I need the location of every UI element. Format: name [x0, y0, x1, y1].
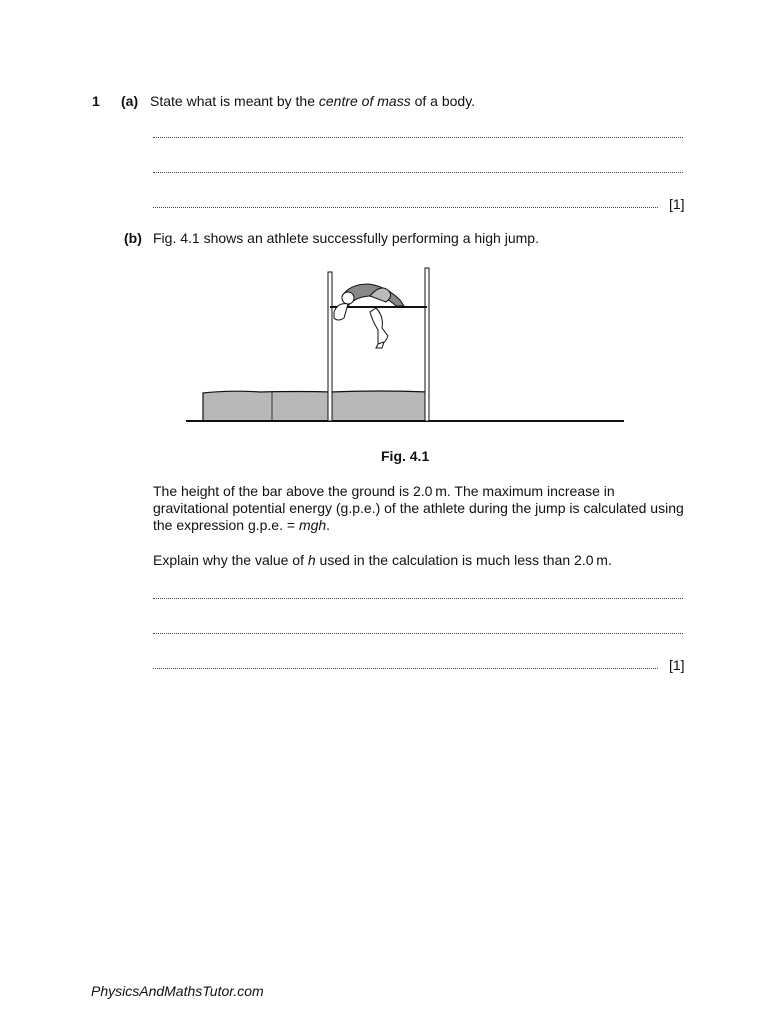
answer-line-b3[interactable] — [153, 667, 658, 669]
right-post — [425, 268, 429, 421]
part-b-marks: [1] — [669, 657, 685, 673]
part-a-text-after: of a body. — [410, 93, 476, 109]
part-a-label: (a) — [121, 93, 139, 109]
bar-height-paragraph — [153, 483, 693, 534]
athlete-icon — [334, 284, 404, 348]
landing-mat — [203, 391, 428, 421]
paragraph-2-end: used in the calculation is much less than 2.0 m. — [315, 552, 612, 568]
left-post — [328, 272, 332, 421]
explain-paragraph — [153, 552, 693, 569]
paragraph-2-variable: h — [307, 552, 316, 568]
part-b-label: (b) — [124, 230, 142, 246]
high-jump-figure — [0, 0, 768, 440]
answer-line-b1[interactable] — [153, 597, 683, 599]
paragraph-1-end: . — [326, 517, 331, 533]
part-b-intro: Fig. 4.1 shows an athlete successfully performing a high jump. — [153, 230, 539, 246]
question-number: 1 — [92, 93, 100, 109]
paragraph-1-text: The height of the bar above the ground is 2.0 m. The maximum increase in gravitational potential energy (g.p.e.) of the athlete during the jump is calculated using the expression g.p.e. = — [153, 483, 684, 533]
part-a-term: centre of mass — [318, 93, 411, 109]
part-a-marks: [1] — [669, 196, 685, 212]
footer-source: PhysicsAndMathsTutor.com — [91, 983, 264, 999]
paragraph-2-text: Explain why the value of — [153, 552, 308, 568]
figure-caption: Fig. 4.1 — [381, 448, 430, 464]
answer-line-b2[interactable] — [153, 632, 683, 634]
part-a-text-before: State what is meant by the — [150, 93, 319, 109]
paragraph-1-expression: mgh — [298, 517, 327, 533]
